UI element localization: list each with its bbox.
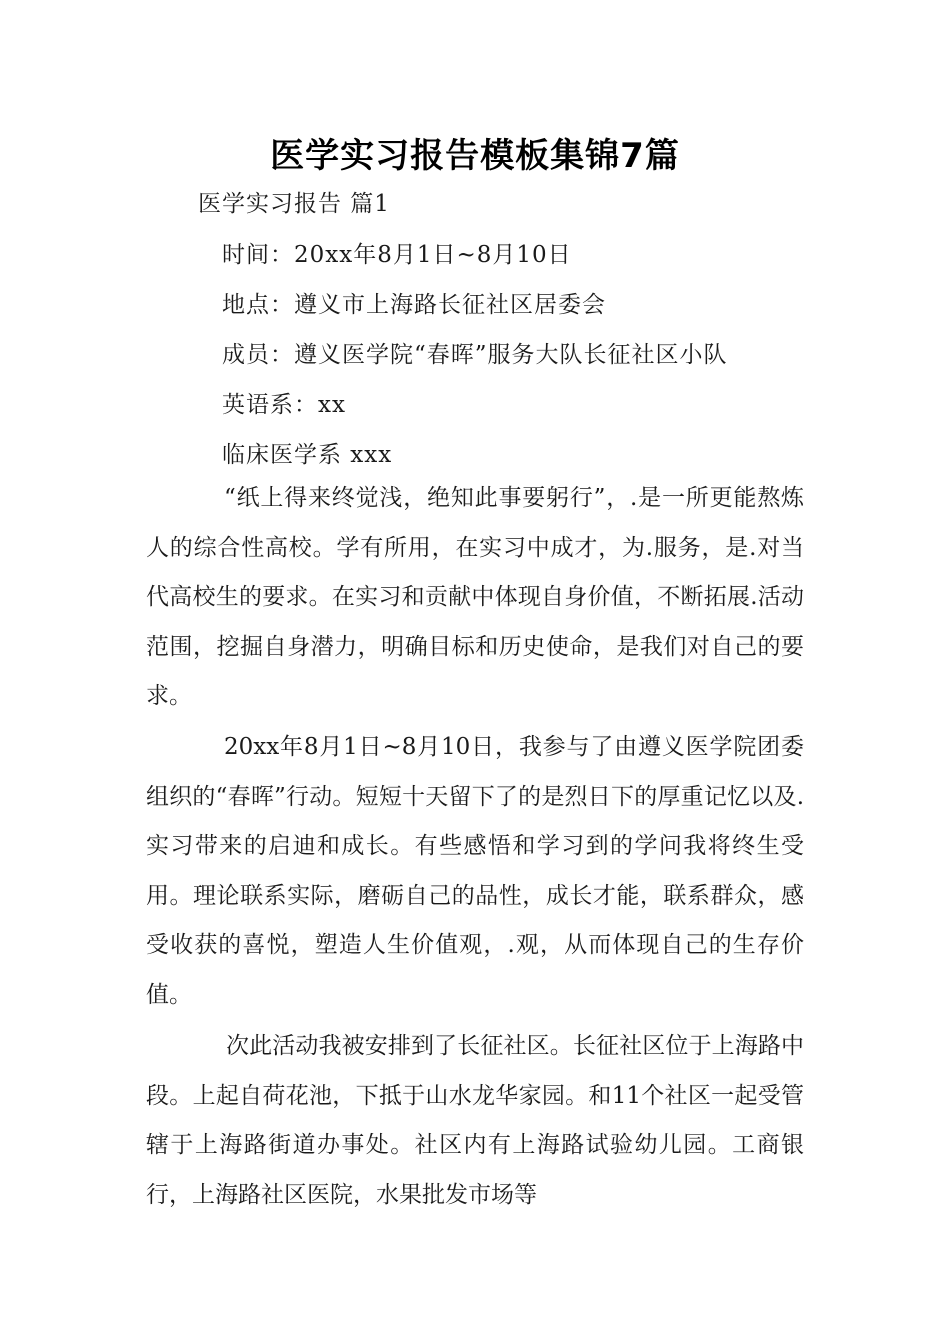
section-heading: 医学实习报告 篇1 <box>198 191 390 217</box>
body-paragraph-2: 20xx年8月1日~8月10日，我参与了由遵义医学院团委组织的“春晖”行动。短短十天留下了的是烈日下的厚重记忆以及.实习带来的启迪和成长。有些感悟和学习到的学问我将终生受用。理论联系实际，磨砺自己的品性，成长才能，联系群众，感受收获的喜悦，塑造人生价值观，.观，从而体现自己的生存价值。 <box>146 734 804 1008</box>
meta-clinical-dept: 临床医学系 xxx <box>222 442 393 468</box>
document-title: 医学实习报告模板集锦7篇 <box>270 136 680 176</box>
meta-english-dept: 英语系：xx <box>222 392 346 418</box>
meta-location: 地点：遵义市上海路长征社区居委会 <box>222 292 606 318</box>
body-paragraph-3: 次此活动我被安排到了长征社区。长征社区位于上海路中段。上起自荷花池，下抵于山水龙华家园。和11个社区一起受管辖于上海路街道办事处。社区内有上海路试验幼儿园。工商银行，上海路社区医院，水果批发市场等 <box>146 1033 804 1208</box>
body-paragraph-1: “纸上得来终觉浅，绝知此事要躬行”，.是一所更能熬炼人的综合性高校。学有所用，在实习中成才，为.服务，是.对当代高校生的要求。在实习和贡献中体现自身价值，不断拓展.活动范围，挖掘自身潜力，明确目标和历史使命，是我们对自己的要求。 <box>146 485 804 709</box>
meta-time: 时间：20xx年8月1日~8月10日 <box>222 242 572 268</box>
meta-members: 成员：遵义医学院“春晖”服务大队长征社区小队 <box>222 342 728 368</box>
